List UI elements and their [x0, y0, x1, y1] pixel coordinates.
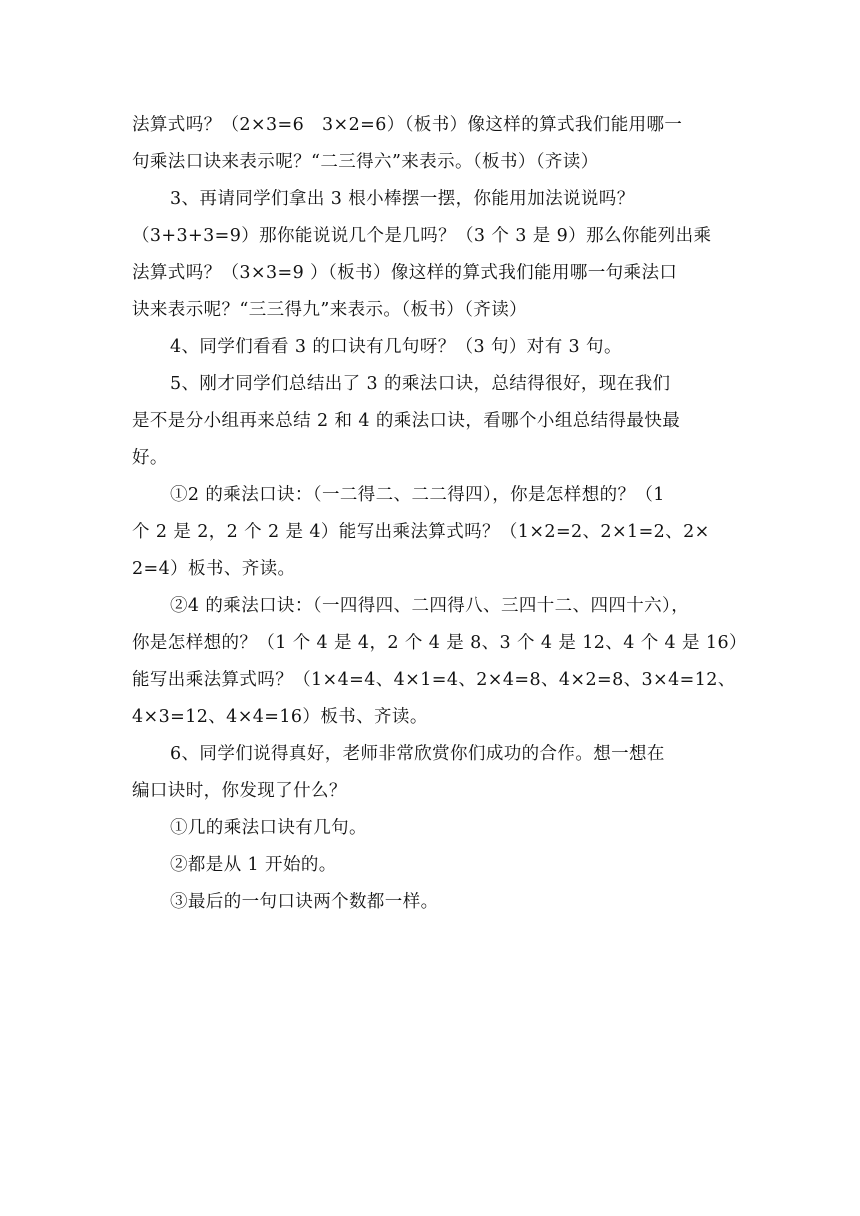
text-line: 2=4）板书、齐读。: [132, 559, 296, 579]
paragraph-2: [132, 181, 732, 329]
text-line: 诀来表示呢？“三三得九”来表示。（板书）（齐读）: [132, 300, 527, 320]
paragraph-4: [132, 366, 732, 477]
paragraph-10: [132, 884, 732, 921]
paragraph-5: [132, 477, 732, 588]
text-line: 法算式吗？（3×3=9 ）（板书）像这样的算式我们能用哪一句乘法口: [132, 263, 678, 283]
text-line: 4×3=12、4×4=16）板书、齐读。: [132, 707, 428, 727]
text-line: 编口诀时，你发现了什么？: [132, 781, 347, 801]
text-line: 个 2 是 2，2 个 2 是 4）能写出乘法算式吗？（1×2=2、2×1=2、2×: [132, 522, 710, 542]
paragraph-8: [132, 810, 732, 847]
text-line: 你是怎样想的？（1 个 4 是 4，2 个 4 是 8、3 个 4 是 12、4 个 4 是 16）: [132, 633, 747, 653]
text-line: 5、刚才同学们总结出了 3 的乘法口诀，总结得很好，现在我们: [170, 374, 671, 394]
paragraph-7: [132, 736, 732, 810]
text-line: ①几的乘法口诀有几句。: [170, 818, 367, 838]
text-line: ②4 的乘法口诀：（一四得四、二四得八、三四十二、四四十六），: [170, 596, 690, 616]
text-line: ②都是从 1 开始的。: [170, 855, 337, 875]
text-line: 4、同学们看看 3 的口诀有几句呀？（3 句）对有 3 句。: [170, 337, 622, 357]
paragraph-9: [132, 847, 732, 884]
text-line: ③最后的一句口诀两个数都一样。: [170, 892, 439, 912]
text-line: 好。: [132, 448, 168, 468]
text-line: （3+3+3=9）那你能说说几个是几吗？（3 个 3 是 9）那么你能列出乘: [132, 226, 712, 246]
text-line: 法算式吗？（2×3=6 3×2=6）（板书）像这样的算式我们能用哪一: [132, 115, 683, 135]
text-line: ①2 的乘法口诀：（一二得二、二二得四），你是怎样想的？（1: [170, 485, 665, 505]
text-line: 句乘法口诀来表示呢？“二三得六”来表示。（板书）（齐读）: [132, 152, 599, 172]
text-line: 3、再请同学们拿出 3 根小棒摆一摆，你能用加法说说吗？: [170, 189, 635, 209]
text-line: 能写出乘法算式吗？（1×4=4、4×1=4、2×4=8、4×2=8、3×4=12、: [132, 670, 736, 690]
document-page: [132, 107, 747, 921]
paragraph-6: [132, 588, 747, 736]
paragraph-3: [132, 329, 732, 366]
paragraph-1: [132, 107, 732, 181]
text-line: 是不是分小组再来总结 2 和 4 的乘法口诀，看哪个小组总结得最快最: [132, 411, 681, 431]
text-line: 6、同学们说得真好，老师非常欣赏你们成功的合作。想一想在: [170, 744, 665, 764]
